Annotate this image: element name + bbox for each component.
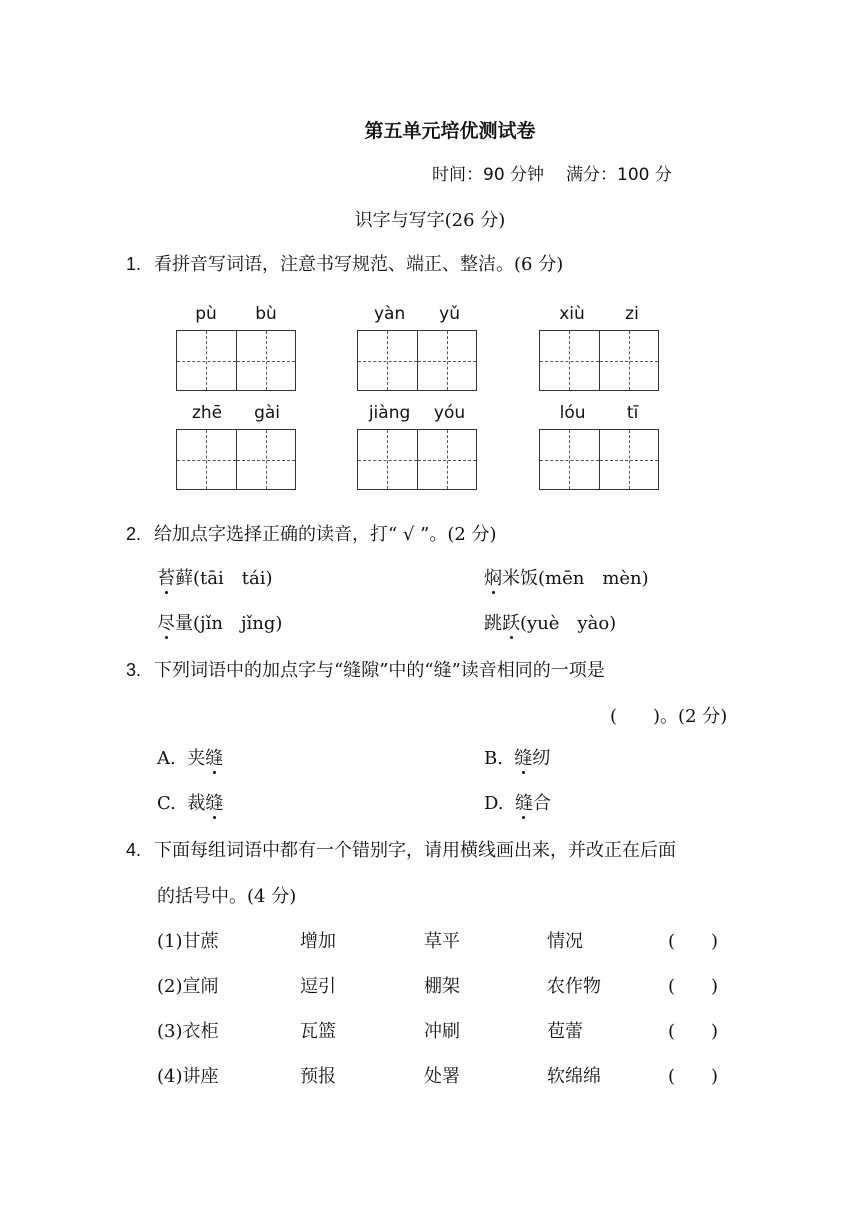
word-group-2-c2[interactable]: 逗引 (300, 976, 336, 997)
pinyin-syllable: lóu (559, 403, 586, 423)
option-c[interactable] (157, 789, 223, 815)
correction-blank[interactable]: ( ) (668, 1021, 719, 1042)
dotted-char: 缝 (205, 744, 223, 770)
dotted-char: 焖 (484, 564, 502, 590)
exam-meta (432, 160, 694, 185)
writing-cell[interactable] (418, 330, 478, 391)
word-group-4-c3[interactable]: 处署 (424, 1066, 460, 1087)
question-text-cont: 的括号中。(4 分) (157, 886, 297, 907)
option-label: D. (484, 793, 504, 814)
pinyin-syllable: jiàng (368, 403, 411, 423)
dotted-char: 缝 (514, 744, 532, 770)
question-text: 下列词语中的加点字与“缝隙”中的“缝”读音相同的一项是 (154, 660, 605, 681)
word-group-4-c1[interactable]: (4)讲座 (157, 1066, 219, 1087)
pinyin-syllable: bù (255, 304, 277, 324)
correction-blank[interactable]: ( ) (668, 1066, 719, 1087)
writing-cell[interactable] (176, 330, 237, 391)
dotted-char: 跃 (502, 609, 520, 635)
writing-cell[interactable] (600, 330, 660, 391)
pinyin-syllable: yóu (433, 403, 466, 423)
dotted-char: 苔 (157, 564, 175, 590)
correction-blank[interactable]: ( ) (668, 976, 719, 997)
pinyin-grid-3 (539, 302, 659, 391)
writing-cell[interactable] (418, 429, 478, 490)
writing-cell[interactable] (176, 429, 237, 490)
question-number: 2. (126, 524, 142, 544)
page-title: 第五单元培优测试卷 (364, 120, 536, 142)
writing-cell[interactable] (600, 429, 660, 490)
pinyin-syllable: gài (254, 403, 281, 423)
section-title: 识字与写字(26 分) (354, 210, 506, 231)
reading-item[interactable] (157, 564, 273, 590)
exam-time: 时间：90 分钟 (432, 165, 545, 185)
pinyin-syllable: yǔ (439, 304, 461, 324)
dotted-char: 缝 (205, 789, 223, 815)
option-label: C. (157, 793, 176, 814)
question-1 (126, 250, 563, 276)
writing-cell[interactable] (357, 429, 418, 490)
option-char: 裁 (187, 793, 206, 814)
reading-item[interactable] (484, 564, 649, 590)
writing-cell[interactable] (237, 330, 297, 391)
word-group-3-c3[interactable]: 冲刷 (424, 1021, 460, 1042)
question-number: 4. (126, 840, 142, 860)
answer-blank[interactable]: ( )。(2 分) (610, 706, 728, 727)
dotted-char: 尽 (157, 609, 175, 635)
word-group-3-c1[interactable]: (3)衣柜 (157, 1021, 219, 1042)
pinyin-syllable: xiù (559, 304, 585, 324)
exam-score: 满分：100 分 (566, 165, 672, 185)
reading-item[interactable] (157, 609, 282, 635)
word-group-2-c1[interactable]: (2)宣闹 (157, 976, 219, 997)
pinyin-syllable: zi (625, 304, 639, 324)
word-group-1-c1[interactable]: (1)甘蔗 (157, 931, 219, 952)
pinyin-grid-5 (357, 401, 477, 490)
writing-cell[interactable] (539, 330, 600, 391)
pinyin-grid-2 (357, 302, 477, 391)
word-group-3-c2[interactable]: 瓦篮 (300, 1021, 336, 1042)
correction-blank[interactable]: ( ) (668, 931, 719, 952)
pinyin-syllable: pù (195, 304, 217, 324)
reading-options: 藓(tāi tái) (175, 568, 273, 589)
pinyin-syllable: yàn (373, 304, 406, 324)
dotted-char: 缝 (515, 789, 533, 815)
pinyin-grid-6 (539, 401, 659, 490)
word-group-1-c3[interactable]: 草平 (424, 931, 460, 952)
word-group-1-c4[interactable]: 情况 (547, 931, 583, 952)
pinyin-grid-4 (176, 401, 296, 490)
pinyin-syllable: tī (626, 403, 639, 423)
option-b[interactable] (484, 744, 550, 770)
plain-char: 跳 (484, 613, 502, 634)
option-a[interactable] (157, 744, 223, 770)
option-label: B. (484, 748, 503, 769)
word-group-2-c4[interactable]: 农作物 (547, 976, 601, 997)
word-group-1-c2[interactable]: 增加 (300, 931, 336, 952)
reading-options: 米饭(mēn mèn) (502, 568, 649, 589)
question-text: 看拼音写词语，注意书写规范、端正、整洁。(6 分) (154, 254, 564, 275)
writing-cell[interactable] (539, 429, 600, 490)
option-char: 纫 (532, 748, 551, 769)
word-group-3-c4[interactable]: 苞蕾 (547, 1021, 583, 1042)
question-4 (126, 836, 676, 862)
reading-item[interactable] (484, 609, 616, 635)
option-char: 夹 (187, 748, 206, 769)
question-2 (126, 520, 497, 546)
word-group-4-c4[interactable]: 软绵绵 (547, 1066, 601, 1087)
option-label: A. (157, 748, 176, 769)
reading-options: (yuè yào) (520, 613, 617, 634)
question-3 (126, 656, 605, 682)
reading-options: 量(jǐn jǐng) (175, 613, 283, 634)
pinyin-grid-1 (176, 302, 296, 391)
question-text: 下面每组词语中都有一个错别字，请用横线画出来，并改正在后面 (154, 840, 676, 861)
pinyin-syllable: zhē (191, 403, 223, 423)
writing-cell[interactable] (357, 330, 418, 391)
option-char: 合 (532, 793, 551, 814)
question-text: 给加点字选择正确的读音，打“ √ ”。(2 分) (154, 524, 497, 545)
writing-cell[interactable] (237, 429, 297, 490)
word-group-4-c2[interactable]: 预报 (300, 1066, 336, 1087)
word-group-2-c3[interactable]: 棚架 (424, 976, 460, 997)
question-number: 3. (126, 660, 142, 680)
option-d[interactable] (484, 789, 551, 815)
question-number: 1. (126, 254, 142, 274)
